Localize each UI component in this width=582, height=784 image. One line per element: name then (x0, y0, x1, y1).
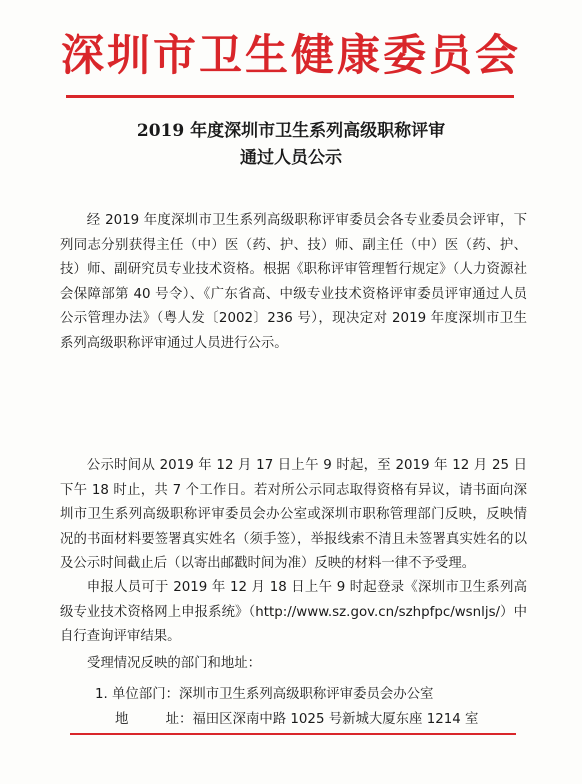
notice-paragraph-1 (60, 209, 527, 357)
contact-heading: 受理情况反映的部门和地址： (87, 656, 262, 671)
paragraph-text: 公示时间从 2019 年 12 月 17 日上午 9 时起，至 2019 年 12 月 25 日下午 18 时止，共 7 个工作日。若对所公示同志取得资格有异议，请书面向深圳市卫生系列高级职称评审委员会办公室或深圳市职称管理部门反映，反映情况的书面材料要签署真实姓名（须手签），举报线索不清且未签署真实姓名的以及公示时间截止后（以寄出邮戳时间为准）反映的材料一律不予受理。 (60, 458, 527, 572)
contact-unit-label: 1. 单位部门： (95, 687, 179, 702)
masthead-org-name: 深圳市卫生健康委员会 (61, 31, 521, 81)
contact-unit-line (95, 683, 433, 708)
paragraph-text: 经 2019 年度深圳市卫生系列高级职称评审委员会各专业委员会评审，下列同志分别获得主任（中）医（药、护、技）师、副主任（中）医（药、护、技）师、副研究员专业技术资格。根据《职称评审管理暂行规定》（人力资源社会保障部第 40 号令）、《广东省高、中级专业技术资格评审委员评审通过人员公示管理办法》（粤人发〔2002〕236 号），现决定对 2019 年度深圳市卫生系列高级职称评审通过人员进行公示。 (60, 213, 527, 351)
contact-address-colon: ： (179, 712, 193, 727)
footer-divider (70, 733, 516, 735)
contact-address-value: 福田区深南中路 1025 号新城大厦东座 1214 室 (192, 712, 479, 727)
notice-paragraph-3 (60, 576, 527, 650)
notice-paragraph-2 (60, 454, 527, 577)
notice-title-line-1: 2019 年度深圳市卫生系列高级职称评审 (136, 121, 446, 141)
contact-address-line (115, 708, 478, 733)
contact-unit-value: 深圳市卫生系列高级职称评审委员会办公室 (179, 687, 434, 702)
contact-address-label: 地 址 (115, 712, 179, 727)
paragraph-text: 申报人员可于 2019 年 12 月 18 日上午 9 时起登录《深圳市卫生系列高级专业技术资格网上申报系统》（http://www.sz.gov.cn/szhpfpc/wsnljs/）中自行查询评审结果。 (60, 580, 527, 645)
notice-title-line-2: 通过人员公示 (240, 148, 342, 168)
masthead-divider (66, 95, 514, 98)
